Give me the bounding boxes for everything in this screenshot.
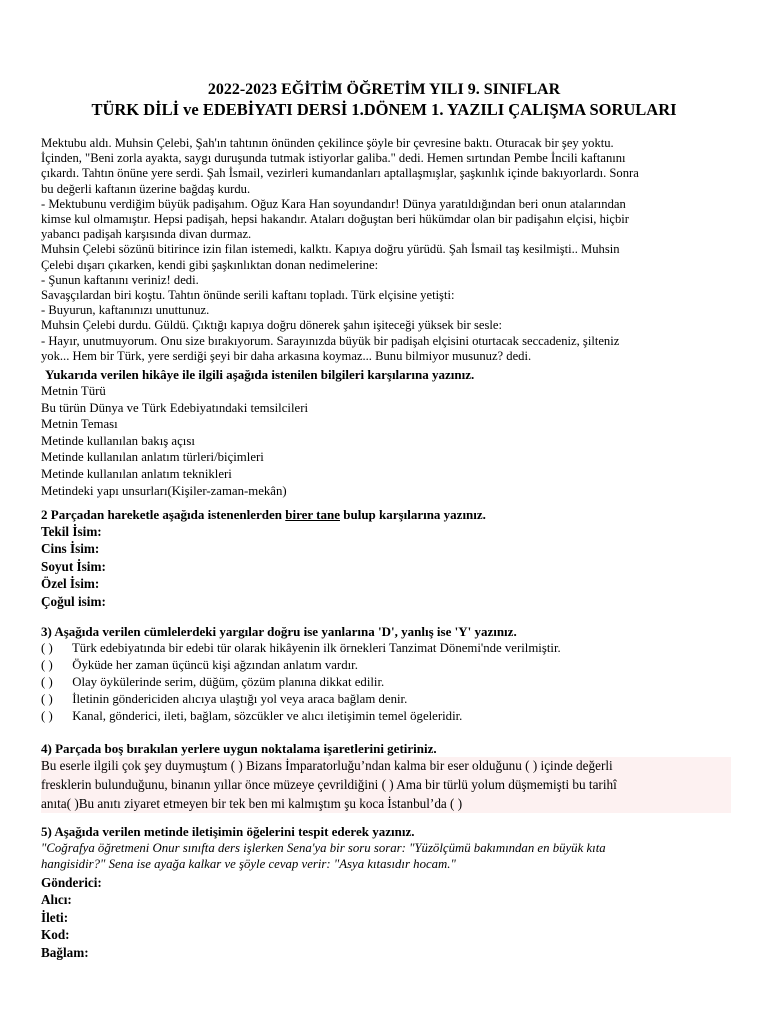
question-5-labels bbox=[41, 874, 731, 961]
quote-line: "Coğrafya öğretmeni Onur sınıfta ders işlerken Sena'ya bir soru sorar: "Yüzölçümü bakımından en büyük kıta bbox=[41, 841, 606, 855]
question-5 bbox=[41, 824, 731, 839]
question-1-item: Metnin Türü bbox=[41, 384, 106, 398]
true-false-item: ( ) Türk edebiyatında bir edebi tür olarak hikâyenin ilk örnekleri Tanzimat Dönemi'nde verilmiştir. bbox=[41, 641, 561, 655]
passage-line: Muhsin Çelebi sözünü bitirince izin filan istemedi, kalktı. Kapıya doğru yürüdü. Şah İsmail taş kesilmişti.. Muhsin bbox=[41, 242, 620, 257]
question-2-prompt: 2 Parçadan hareketle aşağıda istenenlerden birer tane bulup karşılarına yazınız. bbox=[41, 507, 486, 522]
punctuation-passage bbox=[41, 757, 731, 813]
question-1-item: Metinde kullanılan anlatım türleri/biçimleri bbox=[41, 450, 264, 465]
question-4 bbox=[41, 741, 731, 756]
punctuation-line: anıta( )Bu anıtı ziyaret etmeyen bir tek ben mi kalmıştım şu koca İstanbul’da ( ) bbox=[41, 795, 731, 814]
question-2-labels bbox=[41, 523, 731, 610]
exam-subtitle: TÜRK DİLİ ve EDEBİYATI DERSİ 1.DÖNEM 1. YAZILI ÇALIŞMA SORULARI bbox=[91, 100, 677, 119]
answer-label: Kod: bbox=[41, 927, 70, 943]
passage-line: yok... Hem bir Türk, yere serdiği şeyi bir daha arkasına koymaz... Bunu bilmiyor musunuz? dedi. bbox=[41, 348, 532, 363]
passage-line: İçinden, "Beni zorla ayakta, saygı duruşunda tutmak istiyorlar galiba." dedi. Hemen sırtından Pembe İncili kaftanını bbox=[41, 151, 626, 166]
answer-blank[interactable]: ( ) bbox=[41, 658, 53, 672]
answer-label: Çoğul isim: bbox=[41, 593, 106, 609]
answer-label: Bağlam: bbox=[41, 944, 89, 960]
question-1-item: Metinde kullanılan anlatım teknikleri bbox=[41, 466, 232, 481]
answer-blank[interactable]: ( ) bbox=[41, 675, 53, 689]
passage-line: - Buyurun, kaftanınızı unuttunuz. bbox=[41, 303, 210, 318]
question-1-item: Bu türün Dünya ve Türk Edebiyatındaki temsilcileri bbox=[41, 400, 309, 415]
true-false-list bbox=[41, 640, 731, 725]
true-false-item: ( ) İletinin göndericiden alıcıya ulaştığı yol veya araca bağlam denir. bbox=[41, 692, 408, 706]
answer-blank[interactable]: ( ) bbox=[41, 641, 53, 655]
answer-blank[interactable]: ( ) bbox=[41, 692, 53, 706]
punctuation-line: Bu eserle ilgili çok şey duymuştum ( ) Bizans İmparatorluğu’ndan kalma bir eser olduğunu ( ) içinde değerli bbox=[41, 757, 731, 776]
passage-line: Çelebi dışarı çıkarken, kendi gibi şaşkınlıktan donan nedimelerine: bbox=[41, 257, 379, 272]
quote-line: hangisidir?" Sena ise ayağa kalkar ve şöyle cevap verir: "Asya kıtasıdır hocam." bbox=[41, 857, 456, 872]
question-1-item: Metnin Teması bbox=[41, 417, 118, 432]
true-false-item: ( ) Olay öykülerinde serim, düğüm, çözüm planına dikkat edilir. bbox=[41, 675, 385, 689]
exam-title: 2022-2023 EĞİTİM ÖĞRETİM YILI 9. SINIFLAR bbox=[207, 81, 561, 98]
passage-line: yabancı padişah karşısında divan durmaz. bbox=[41, 227, 252, 242]
story-passage bbox=[41, 136, 731, 364]
question-1 bbox=[45, 367, 735, 382]
punctuation-line: fresklerin bulunduğunu, binanın yıllar önce müzeye çevrildiğini ( ) Ama bir türlü yolum düşmemişti bu tarihî bbox=[41, 776, 731, 795]
answer-label: Özel İsim: bbox=[41, 576, 100, 592]
passage-line: bu değerli kaftanın üzerine bağdaş kurdu. bbox=[41, 181, 251, 196]
question-3 bbox=[41, 624, 731, 639]
answer-label: Soyut İsim: bbox=[41, 558, 106, 574]
passage-line: - Hayır, unutmuyorum. Onu size bırakıyorum. Sarayınızda büyük bir padişah elçisini oturtacak seccadeniz, şilteniz bbox=[41, 333, 620, 348]
question-1-items bbox=[41, 383, 731, 499]
passage-line: kimse kul olmamıştır. Hepsi padişah, hepsi hakandır. Ataları doğuştan beri hükümdar olan bir padişahın elçisi, hiçbir bbox=[41, 212, 629, 227]
passage-line: Muhsin Çelebi durdu. Güldü. Çıktığı kapıya doğru dönerek şahın işiteceği yüksek bir sesle: bbox=[41, 318, 503, 333]
passage-line: çıkardı. Tahtın önüne yere serdi. Şah İsmail, vezirleri kumandanları aptallaşmışlar, şaşkınlık içinde bakıyorlardı. Sonra bbox=[41, 166, 639, 181]
answer-blank[interactable]: ( ) bbox=[41, 709, 53, 723]
communication-quote bbox=[41, 840, 731, 873]
question-3-prompt: 3) Aşağıda verilen cümlelerdeki yargılar doğru ise yanlarına 'D', yanlış ise 'Y' yazınız. bbox=[41, 624, 517, 639]
answer-label: Gönderici: bbox=[41, 875, 102, 890]
true-false-item: ( ) Öyküde her zaman üçüncü kişi ağzından anlatım vardır. bbox=[41, 658, 358, 672]
passage-line: Savaşçılardan biri koştu. Tahtın önünde serili kaftanı topladı. Türk elçisine yetişti: bbox=[41, 288, 455, 303]
answer-label: Tekil İsim: bbox=[41, 524, 102, 539]
question-5-prompt: 5) Aşağıda verilen metinde iletişimin öğelerini tespit ederek yazınız. bbox=[41, 824, 415, 839]
underlined-phrase: birer tane bbox=[285, 507, 340, 522]
passage-line: - Mektubunu verdiğim büyük padişahım. Oğuz Kara Han soyundandır! Dünya yaratıldığından beri onun atalarından bbox=[41, 196, 626, 211]
question-2 bbox=[41, 507, 731, 522]
question-1-prompt: Yukarıda verilen hikâye ile ilgili aşağıda istenilen bilgileri karşılarına yazınız. bbox=[45, 367, 475, 382]
passage-line: Mektubu aldı. Muhsin Çelebi, Şah'ın tahtının önünden çekilince şöyle bir çevresine baktı. Oturacak bir şey yoktu. bbox=[41, 136, 614, 150]
answer-label: Alıcı: bbox=[41, 892, 72, 908]
question-1-item: Metinde kullanılan bakış açısı bbox=[41, 433, 195, 448]
question-1-item: Metindeki yapı unsurları(Kişiler-zaman-mekân) bbox=[41, 483, 287, 498]
question-4-prompt: 4) Parçada boş bırakılan yerlere uygun noktalama işaretlerini getiriniz. bbox=[41, 741, 437, 756]
passage-line: - Şunun kaftanını veriniz! dedi. bbox=[41, 272, 199, 287]
answer-label: Cins İsim: bbox=[41, 541, 100, 557]
true-false-item: ( ) Kanal, gönderici, ileti, bağlam, sözcükler ve alıcı iletişimin temel ögeleridir. bbox=[41, 709, 463, 723]
answer-label: İleti: bbox=[41, 909, 69, 925]
